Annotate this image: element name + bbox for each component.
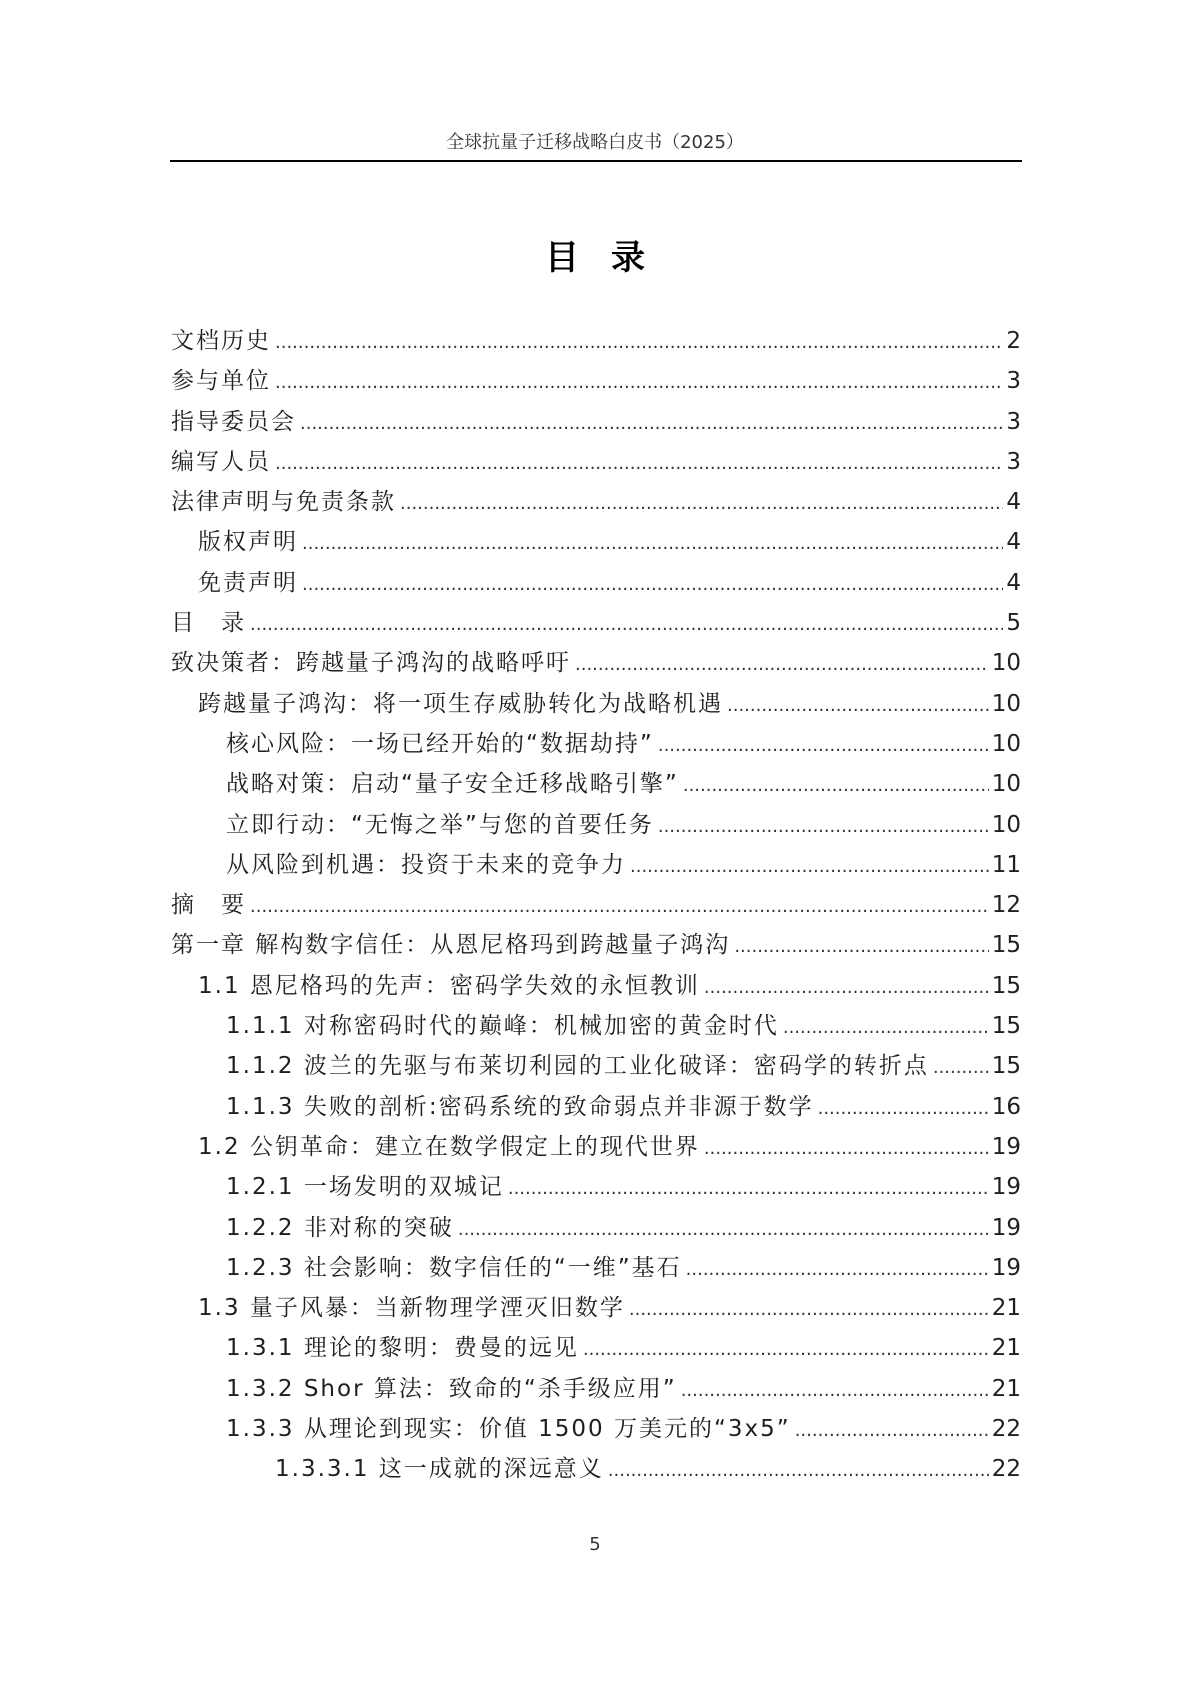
toc-entry-page: 19: [991, 1214, 1021, 1241]
leader-dots: [818, 1098, 989, 1119]
toc-entry[interactable]: [171, 523, 1021, 563]
leader-dots: [608, 1460, 989, 1481]
leader-dots: [681, 1380, 989, 1401]
toc-entry-page: 4: [1006, 489, 1021, 516]
toc-entry-text: 参与单位: [171, 368, 271, 395]
leader-dots: [275, 332, 1003, 353]
toc-entry-page: 19: [991, 1133, 1021, 1160]
toc-entry-text: 1.3.3 从理论到现实：价值 1500 万美元的“3x5”: [226, 1416, 791, 1443]
toc-entry[interactable]: [171, 1168, 1021, 1208]
toc-entry-text: 1.2.1 一场发明的双城记: [226, 1174, 504, 1201]
toc-entry-text: 1.1.2 波兰的先驱与布莱切利园的工业化破译：密码学的转折点: [226, 1053, 929, 1080]
toc-entry-page: 12: [991, 892, 1021, 919]
toc-entry-text: 免责声明: [198, 569, 298, 596]
toc-entry-text: 编写人员: [171, 448, 271, 475]
toc-entry-text: 目 录: [171, 610, 246, 637]
toc-entry-page: 11: [991, 851, 1021, 878]
leader-dots: [783, 1017, 989, 1038]
leader-dots: [704, 977, 989, 998]
leader-dots: [302, 533, 1003, 554]
toc-entry[interactable]: [171, 926, 1021, 966]
leader-dots: [302, 574, 1003, 595]
toc-entry-text: 文档历史: [171, 328, 271, 354]
toc-entry-page: 16: [991, 1093, 1021, 1120]
toc-entry-page: 5: [1006, 610, 1021, 637]
toc-entry[interactable]: [171, 886, 1021, 926]
toc-entry[interactable]: [171, 1209, 1021, 1249]
toc-entry-page: 4: [1006, 569, 1021, 596]
toc-entry[interactable]: [171, 1128, 1021, 1168]
leader-dots: [630, 856, 989, 877]
toc-entry-page: 3: [1006, 408, 1021, 435]
toc-entry[interactable]: [171, 644, 1021, 684]
toc-entry-text: 第一章 解构数字信任：从恩尼格玛到跨越量子鸿沟: [171, 932, 731, 959]
toc-entry-text: 1.1.1 对称密码时代的巅峰：机械加密的黄金时代: [226, 1013, 779, 1040]
leader-dots: [250, 896, 989, 917]
toc-entry[interactable]: [171, 322, 1021, 362]
toc-entry[interactable]: [171, 1289, 1021, 1329]
toc-entry-page: 10: [991, 690, 1021, 717]
leader-dots: [727, 695, 989, 716]
toc-entry-page: 4: [1006, 529, 1021, 556]
toc-entry-text: 1.3.1 理论的黎明：费曼的远见: [226, 1335, 579, 1362]
toc-entry-page: 2: [1006, 328, 1021, 354]
toc-entry-text: 从风险到机遇：投资于未来的竞争力: [226, 851, 626, 878]
toc-entry-text: 1.2.2 非对称的突破: [226, 1214, 454, 1241]
toc-entry-page: 19: [991, 1174, 1021, 1201]
toc-entry-text: 摘 要: [171, 892, 246, 919]
leader-dots: [734, 936, 988, 957]
toc-entry[interactable]: [171, 403, 1021, 443]
toc-entry-text: 1.1.3 失败的剖析:密码系统的致命弱点并非源于数学: [226, 1093, 814, 1120]
toc-entry[interactable]: [171, 967, 1021, 1007]
leader-dots: [629, 1299, 989, 1320]
leader-dots: [658, 735, 989, 756]
leader-dots: [686, 1259, 989, 1280]
toc-entry[interactable]: [171, 685, 1021, 725]
toc-entry[interactable]: [171, 1370, 1021, 1410]
toc-entry-page: 10: [991, 771, 1021, 798]
toc-entry-text: 1.2 公钥革命：建立在数学假定上的现代世界: [198, 1133, 700, 1160]
toc-entry-page: 15: [991, 932, 1021, 959]
toc-entry[interactable]: [171, 1410, 1021, 1450]
toc-entry-text: 致决策者：跨越量子鸿沟的战略呼吁: [171, 650, 571, 677]
toc-entry-page: 21: [991, 1335, 1021, 1362]
page-number: 5: [589, 1534, 601, 1555]
leader-dots: [250, 614, 1003, 635]
toc-entry-text: 指导委员会: [171, 408, 296, 435]
leader-dots: [683, 775, 989, 796]
toc-entry-page: 10: [991, 811, 1021, 838]
leader-dots: [508, 1178, 989, 1199]
toc-entry-page: 3: [1006, 448, 1021, 475]
toc-entry-page: 15: [991, 1013, 1021, 1040]
toc-entry[interactable]: [171, 1088, 1021, 1128]
toc-entry-page: 10: [991, 730, 1021, 757]
toc-entry[interactable]: [171, 604, 1021, 644]
toc-entry-text: 1.3 量子风暴：当新物理学湮灭旧数学: [198, 1295, 625, 1322]
toc-entry[interactable]: [171, 483, 1021, 523]
toc-entry-page: 10: [991, 650, 1021, 677]
leader-dots: [795, 1420, 989, 1441]
leader-dots: [704, 1138, 989, 1159]
toc-entry[interactable]: [171, 846, 1021, 886]
toc-entry[interactable]: [171, 1450, 1021, 1490]
toc-entry-page: 21: [991, 1295, 1021, 1322]
toc-title: 目录: [545, 238, 677, 278]
leader-dots: [458, 1219, 989, 1240]
toc-entry-text: 1.2.3 社会影响：数字信任的“一维”基石: [226, 1254, 682, 1281]
toc-entry-page: 22: [991, 1456, 1021, 1483]
toc-entry[interactable]: [171, 1249, 1021, 1289]
toc-entry-text: 核心风险：一场已经开始的“数据劫持”: [226, 730, 654, 757]
toc-entry[interactable]: [171, 1047, 1021, 1087]
toc-entry-text: 战略对策：启动“量子安全迁移战略引擎”: [226, 771, 679, 798]
toc-entry[interactable]: [171, 1007, 1021, 1047]
toc-entry-text: 立即行动：“无悔之举”与您的首要任务: [226, 811, 654, 838]
toc-entry-text: 版权声明: [198, 529, 298, 556]
toc-entry[interactable]: [171, 443, 1021, 483]
toc-entry-text: 跨越量子鸿沟：将一项生存威胁转化为战略机遇: [198, 690, 723, 717]
toc-entry[interactable]: [171, 725, 1021, 765]
toc-entry[interactable]: [171, 362, 1021, 402]
toc-entry-text: 法律声明与免责条款: [171, 489, 396, 516]
running-header: 全球抗量子迁移战略白皮书（2025）: [446, 132, 744, 153]
toc-entry-text: 1.1 恩尼格玛的先声：密码学失效的永恒教训: [198, 972, 700, 999]
toc-entry-text: 1.3.2 Shor 算法：致命的“杀手级应用”: [226, 1375, 677, 1402]
leader-dots: [275, 372, 1003, 393]
header-rule: [170, 160, 1022, 162]
toc-entry-page: 3: [1006, 368, 1021, 395]
leader-dots: [933, 1057, 989, 1078]
table-of-contents: [171, 322, 1021, 1491]
toc-entry-page: 21: [991, 1375, 1021, 1402]
toc-entry-page: 19: [991, 1254, 1021, 1281]
leader-dots: [300, 413, 1003, 434]
toc-entry[interactable]: [171, 765, 1021, 805]
toc-entry[interactable]: [171, 1329, 1021, 1369]
toc-entry-page: 15: [991, 1053, 1021, 1080]
leader-dots: [400, 493, 1003, 514]
leader-dots: [583, 1339, 989, 1360]
leader-dots: [275, 453, 1003, 474]
toc-entry-page: 15: [991, 972, 1021, 999]
leader-dots: [575, 654, 989, 675]
toc-entry[interactable]: [171, 806, 1021, 846]
toc-entry[interactable]: [171, 564, 1021, 604]
toc-entry-page: 22: [991, 1416, 1021, 1443]
leader-dots: [658, 816, 989, 837]
toc-entry-text: 1.3.3.1 这一成就的深远意义: [275, 1456, 604, 1483]
